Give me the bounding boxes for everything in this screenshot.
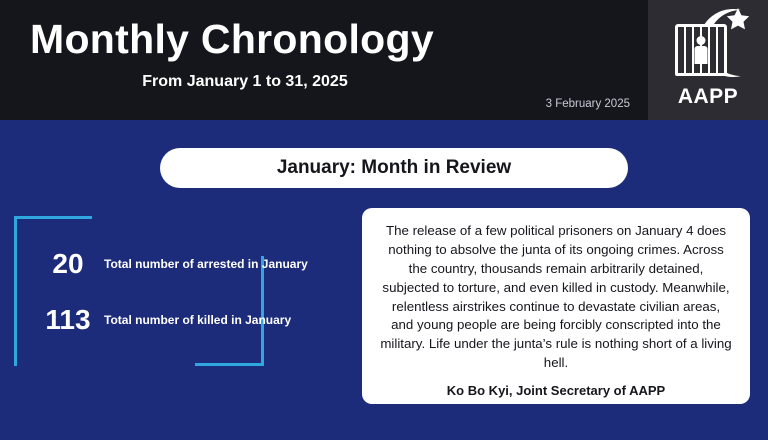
statistics-group xyxy=(14,216,354,386)
body xyxy=(0,120,768,440)
month-in-review-banner xyxy=(160,148,628,188)
prison-cage-icon xyxy=(675,24,727,76)
publish-date: 3 February 2025 xyxy=(545,98,630,110)
quote-text: The release of a few political prisoners on January 4 does nothing to absolve the junta of its ongoing crimes. Across the country, thousands remain arbitrarily detained, subjected to torture, and even killed in custody. Meanwhile, relentless airstrikes continue to devastate civilian areas, and young people are being forcibly conscripted into the military. Life under the junta’s rule is nothing short of a living hell. xyxy=(380,223,732,371)
stat-label-arrested: Total number of arrested in January xyxy=(104,256,308,271)
date-range-subtitle: From January 1 to 31, 2025 xyxy=(142,73,348,91)
stat-item-arrested xyxy=(32,248,308,280)
stat-value-arrested: 20 xyxy=(52,248,84,279)
stat-label-killed: Total number of killed in January xyxy=(104,312,292,327)
month-in-review-label: January: Month in Review xyxy=(276,157,512,178)
quote-card xyxy=(362,208,750,404)
logo-wordmark: AAPP xyxy=(677,85,739,108)
header xyxy=(0,0,768,120)
logo-block xyxy=(648,0,768,120)
bracket-top-line xyxy=(14,216,92,219)
stat-item-killed xyxy=(32,304,291,336)
bracket-left-line xyxy=(14,216,17,366)
aapp-logo-icon xyxy=(653,2,763,86)
stat-value-killed: 113 xyxy=(45,304,91,335)
page-title: Monthly Chronology xyxy=(30,16,434,62)
bracket-bottom-line xyxy=(195,363,264,366)
quote-attribution: Ko Bo Kyi, Joint Secretary of AAPP xyxy=(446,383,666,398)
header-text-block xyxy=(0,0,648,120)
